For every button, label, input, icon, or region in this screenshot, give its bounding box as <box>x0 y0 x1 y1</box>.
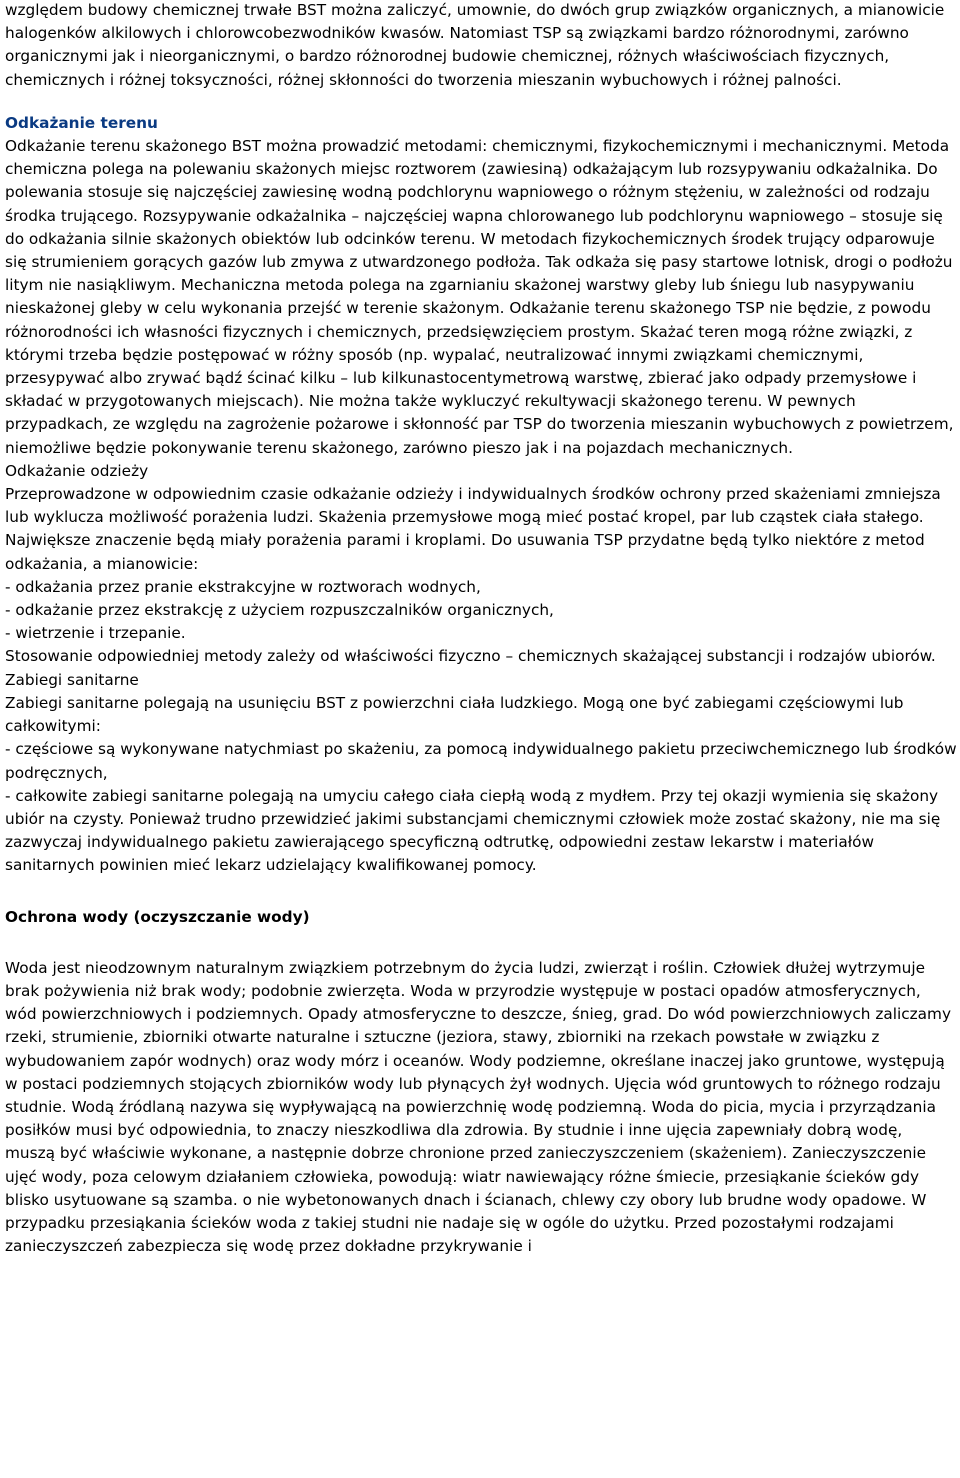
water-heading: Ochrona wody (oczyszczanie wody) <box>5 907 310 926</box>
clothing-list-item: - odkażania przez pranie ekstrakcyjne w roztworach wodnych, <box>5 577 481 596</box>
spacer <box>5 92 957 112</box>
intro-paragraph: względem budowy chemicznej trwałe BST można zaliczyć, umownie, do dwóch grup związków organicznych, a mianowicie halogenków alkilowych i chlorowcobezwodników kwasów. Natomiast TSP są związkami bardzo różnorodnymi, zarówno organicznymi jak i nieorganicznymi, o bardzo różnorodnej budowie chemicznej, różnych właściwościach fizycznych, chemicznych i różnej toksyczności, różnej skłonności do tworzenia mieszanin wybuchowych i różnej palności. <box>5 1 945 89</box>
sanitary-list-item: - częściowe są wykonywane natychmiast po skażeniu, za pomocą indywidualnego pakietu przeciwchemicznego lub środków podręcznych, <box>5 740 957 782</box>
clothing-list-item: - odkażanie przez ekstrakcję z użyciem rozpuszczalników organicznych, <box>5 601 554 620</box>
spacer <box>5 878 957 906</box>
clothing-closing-paragraph: Stosowanie odpowiedniej metody zależy od właściwości fizyczno – chemicznych skażającej substancji i rodzajów ubiorów. <box>5 647 936 666</box>
terrain-paragraph: Odkażanie terenu skażonego BST można prowadzić metodami: chemicznymi, fizykochemicznymi i mechanicznymi. Metoda chemiczna polega na polewaniu skażonych miejsc roztworem (zawiesiną) odkażającym lub rozsypywaniu odkażalnika. Do polewania stosuje się najczęściej zawiesinę wodną podchlorynu wapniowego o różnym stężeniu, w zależności od rodzaju środka trującego. Rozsypywanie odkażalnika – najczęściej wapna chlorowanego lub podchlorynu wapniowego – stosuje się do odkażania silnie skażonych obiektów lub odcinków terenu. W metodach fizykochemicznych środek trujący odparowuje się strumieniem gorących gazów lub zmywa z utwardzonego podłoża. Tak odkaża się pasy startowe lotnisk, drogi o podłożu litym nie nasiąkliwym. Mechaniczna metoda polega na zgarnianiu skażonej warstwy gleby lub śniegu lub nasypywaniu nieskażonej gleby w celu wykonania przejść w terenie skażonym. Odkażanie terenu skażonego TSP nie będzie, z powodu różnorodności ich własności fizycznych i chemicznych, przedsięwzięciem prostym. Skażać teren mogą różne związki, z którymi trzeba będzie postępować w różny sposób (np. wypalać, neutralizować innymi związkami chemicznymi, przesypywać albo zrywać bądź ścinać kilku – lub kilkunastocentymetrową warstwę, zbierać jako odpady przemysłowe i składać w przygotowanych miejscach). Nie można także wykluczyć rekultywacji skażonego terenu. W pewnych przypadkach, ze względu na zagrożenie pożarowe i skłonność par TSP do tworzenia mieszanin wybuchowych z powietrzem, niemożliwe będzie pokonywanie terenu skażonego, zarówno pieszo jak i na pojazdach mechanicznych. <box>5 137 954 457</box>
sanitary-list-item: - całkowite zabiegi sanitarne polegają na umyciu całego ciała ciepłą wodą z mydłem. Przy tej okazji wymienia się skażony ubiór na czysty. Ponieważ trudno przewidzieć jakimi substancjami chemicznymi człowiek może zostać skażony, nie ma się zazwyczaj indywidualnego pakietu zawierającego specyficzną odtrutkę, odpowiedni zestaw lekarstw i materiałów sanitarnych powinien mieć lekarz udzielający kwalifikowanej pomocy. <box>5 786 941 875</box>
clothing-list-item: - wietrzenie i trzepanie. <box>5 624 186 643</box>
water-paragraph: Woda jest nieodzownym naturalnym związkiem potrzebnym do życia ludzi, zwierząt i roślin. Człowiek dłużej wytrzymuje brak pożywienia niż brak wody; podobnie zwierzęta. Woda w przyrodzie występuje w postaci opadów atmosferycznych, wód powierzchniowych i podziemnych. Opady atmosferyczne to deszcze, śnieg, grad. Do wód powierzchniowych zaliczamy rzeki, strumienie, zbiorniki otwarte naturalne i sztuczne (jeziora, stawy, zbiorniki na rzekach powstałe w związku z wybudowaniem zapór wodnych) oraz wody mórz i oceanów. Wody podziemne, określane inaczej jako gruntowe, występują w postaci podziemnych stojących zbiorników wody lub płynących żył wodnych. Ujęcia wód gruntowych to różnego rodzaju studnie. Wodą źródlaną nazywa się wypływającą na powierzchnię wodę podziemną. Woda do picia, mycia i przyrządzania posiłków musi być odpowiednia, to znaczy nieszkodliwa dla zdrowia. By studnie i inne ujęcia zapewniały dobrą wodę, muszą być właściwie wykonane, a następnie dobrze chronione przed zanieczyszczeniem (skażeniem). Zanieczyszczenie ujęć wody, poza celowym działaniem człowieka, powodują: wiatr nawiewający różne śmiecie, przesiąkanie ścieków gdy blisko usytuowane są szamba. o nie wybetonowanych dnach i ścianach, chlewy czy obory lub brudne wody opadowe. W przypadku przesiąkania ścieków woda z takiej studni nie nadaje się w ogóle do użytku. Przed pozostałymi rodzajami zanieczyszczeń zabezpiecza się wodę przez dokładne przykrywanie i <box>5 958 951 1256</box>
clothing-paragraph: Przeprowadzone w odpowiednim czasie odkażanie odzieży i indywidualnych środków ochrony przed skażeniami zmniejsza lub wyklucza możliwość porażenia ludzi. Skażenia przemysłowe mogą mieć postać kropel, par lub cząstek ciała stałego. Największe znaczenie będą miały porażenia parami i kroplami. Do usuwania TSP przydatne będą tylko niektóre z metod odkażania, a mianowicie: <box>5 485 941 573</box>
sanitary-paragraph: Zabiegi sanitarne polegają na usunięciu BST z powierzchni ciała ludzkiego. Mogą one być zabiegami częściowymi lub całkowitymi: <box>5 693 904 736</box>
spacer <box>5 929 957 957</box>
terrain-heading: Odkażanie terenu <box>5 113 158 132</box>
document-page <box>5 0 957 1258</box>
sanitary-heading: Zabiegi sanitarne <box>5 670 139 689</box>
clothing-heading: Odkażanie odzieży <box>5 461 149 480</box>
